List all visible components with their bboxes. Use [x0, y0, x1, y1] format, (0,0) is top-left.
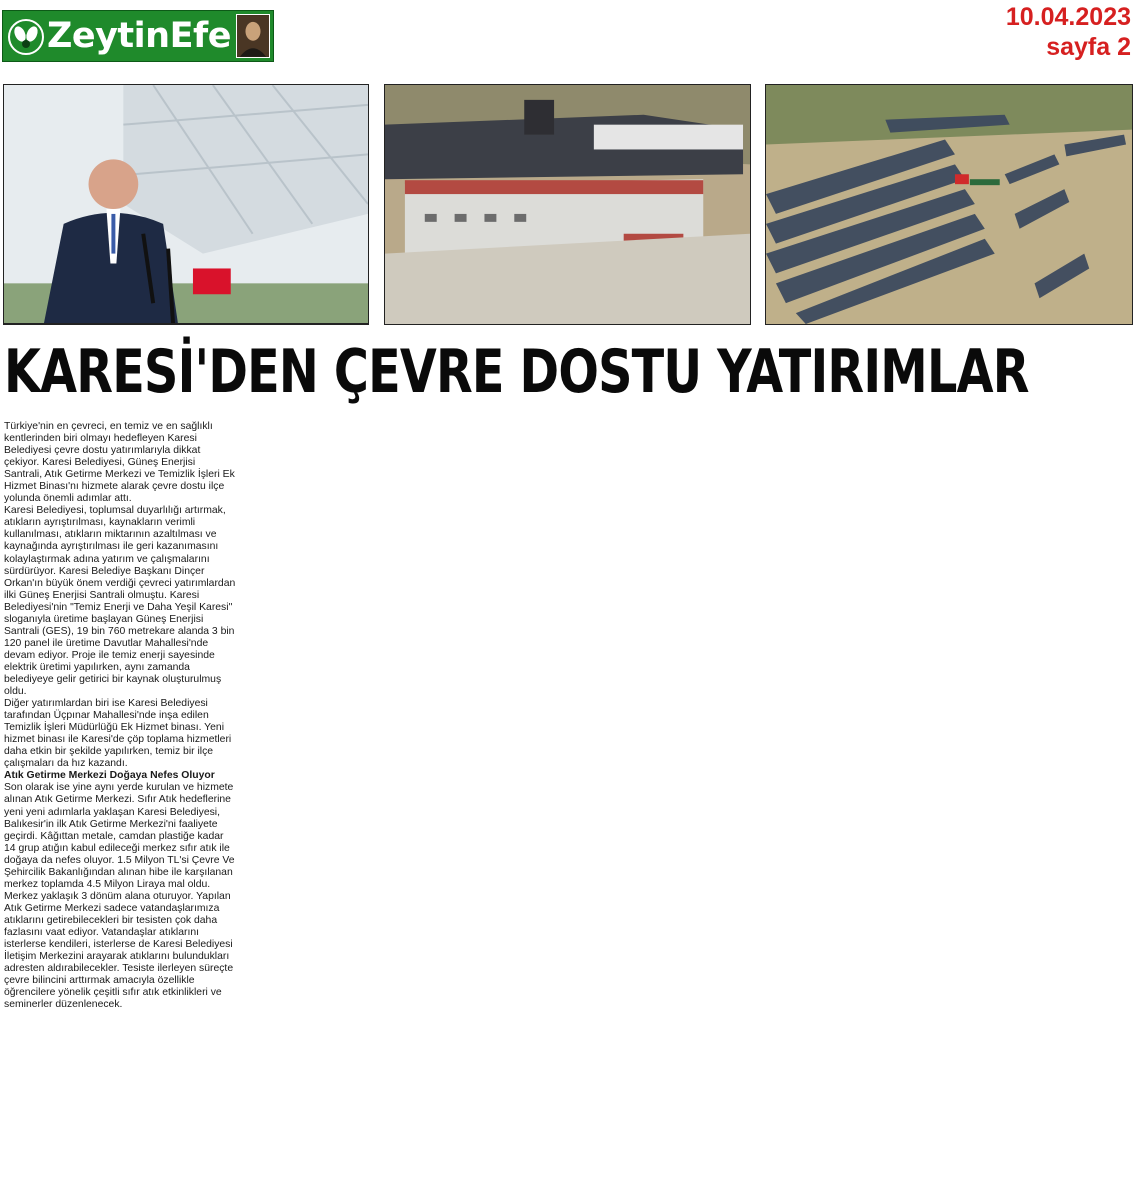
- speaker-photo: [3, 84, 369, 325]
- solar-farm-aerial-photo: [765, 84, 1133, 325]
- issue-date-block: [1006, 2, 1131, 62]
- zeytinefe-logo[interactable]: [2, 10, 274, 62]
- olive-branch-icon: [7, 17, 45, 57]
- article-paragraph: Diğer yatırımlardan biri ise Karesi Belediyesi tarafından Üçpınar Mahallesi'nde inşa edilen Temizlik İşleri Müdürlüğü Ek Hizmet binası. Yeni hizmet binası ile Karesi'de çöp toplama hizmetleri daha etkin bir şekilde yapılırken, temiz bir ilçe çalışmaları da hız kazandı.: [4, 698, 232, 770]
- page-number: sayfa 2: [1046, 33, 1131, 61]
- article-subheading: Atık Getirme Merkezi Doğaya Nefes Oluyor: [4, 770, 215, 782]
- article-body: [4, 421, 236, 1011]
- article-paragraph: Son olarak ise yine aynı yerde kurulan ve hizmete alınan Atık Getirme Merkezi. Sıfır Atık hedeflerine yeni yeni adımlarla yaklaşan Karesi Belediyesi, Balıkesir'in ilk Atık Getirme Merkezi'ni faaliyete geçirdi. Kâğıttan metale, camdan plastiğe kadar 14 grup atığın kabul edileceği merkez sıfır atık ile doğaya da nefes oluyor. 1.5 Milyon TL'si Çevre Ve Şehircilik Bakanlığından alınan hibe ile karşılanan merkez toplamda 4.5 Milyon Liraya mal oldu. Merkez yaklaşık 3 dönüm alana oturuyor. Yapılan Atık Getirme Merkezi sadece vatandaşlarımıza atıklarını getirebilecekleri bir tesisten çok daha fazlasını vaat ediyor. Vatandaşlar atıklarını isterlerse kendileri, isterlerse de Karesi Belediyesi İletişim Merkezini arayarak atıklarını bulundukları adresten aldırabilecekler. Tesiste ilerleyen süreçte çevre bilincini arttırmak amacıyla özellikle öğrencilere yönelik çeşitli sıfır atık etkinlikleri ve seminerler düzenlenecek.: [4, 782, 235, 1011]
- page-title: KARESİ'DEN ÇEVRE DOSTU YATIRIMLAR: [4, 337, 1029, 407]
- logo-text: ZeytinEfe: [47, 16, 231, 56]
- article-paragraph: Türkiye'nin en çevreci, en temiz ve en sağlıklı kentlerinden biri olmayı hedefleyen Karesi Belediyesi çevre dostu yatırımlarıyla dikkat çekiyor. Karesi Belediyesi, Güneş Enerjisi Santrali, Atık Getirme Merkezi ve Temizlik İşleri Ek Hizmet Binası'nı hizmete alarak çevre dostu ilçe yolunda önemli adımlar attı.: [4, 421, 235, 505]
- portrait-image: [236, 14, 270, 58]
- issue-date: 10.04.2023: [1005, 3, 1131, 31]
- building-aerial-photo: [384, 84, 751, 325]
- article-paragraph: Karesi Belediyesi, toplumsal duyarlılığı artırmak, atıkların ayrıştırılması, kaynakların verimli kullanılması, atıkların miktarının azaltılması ve kaynağında ayrıştırılması ile geri kazanımasını kolaylaştırmak adına yatırım ve çalışmalarını sürdürüyor. Karesi Belediye Başkanı Dinçer Orkan'ın büyük önem verdiği çevreci yatırımlardan ilki Güneş Enerjisi Santrali olmuştu. Karesi Belediyesi'nin "Temiz Enerji ve Daha Yeşil Karesi" sloganıyla üretime başlayan Güneş Enerjisi Santrali (GES), 19 bin 760 metrekare alanda 3 bin 120 panel ile üretime Davutlar Mahallesi'nde devam ediyor. Proje ile temiz enerji sayesinde elektrik üretimi yapılırken, aynı zamanda belediyeye gelir getirici bir kaynak oluşturulmuş oldu.: [4, 505, 236, 698]
